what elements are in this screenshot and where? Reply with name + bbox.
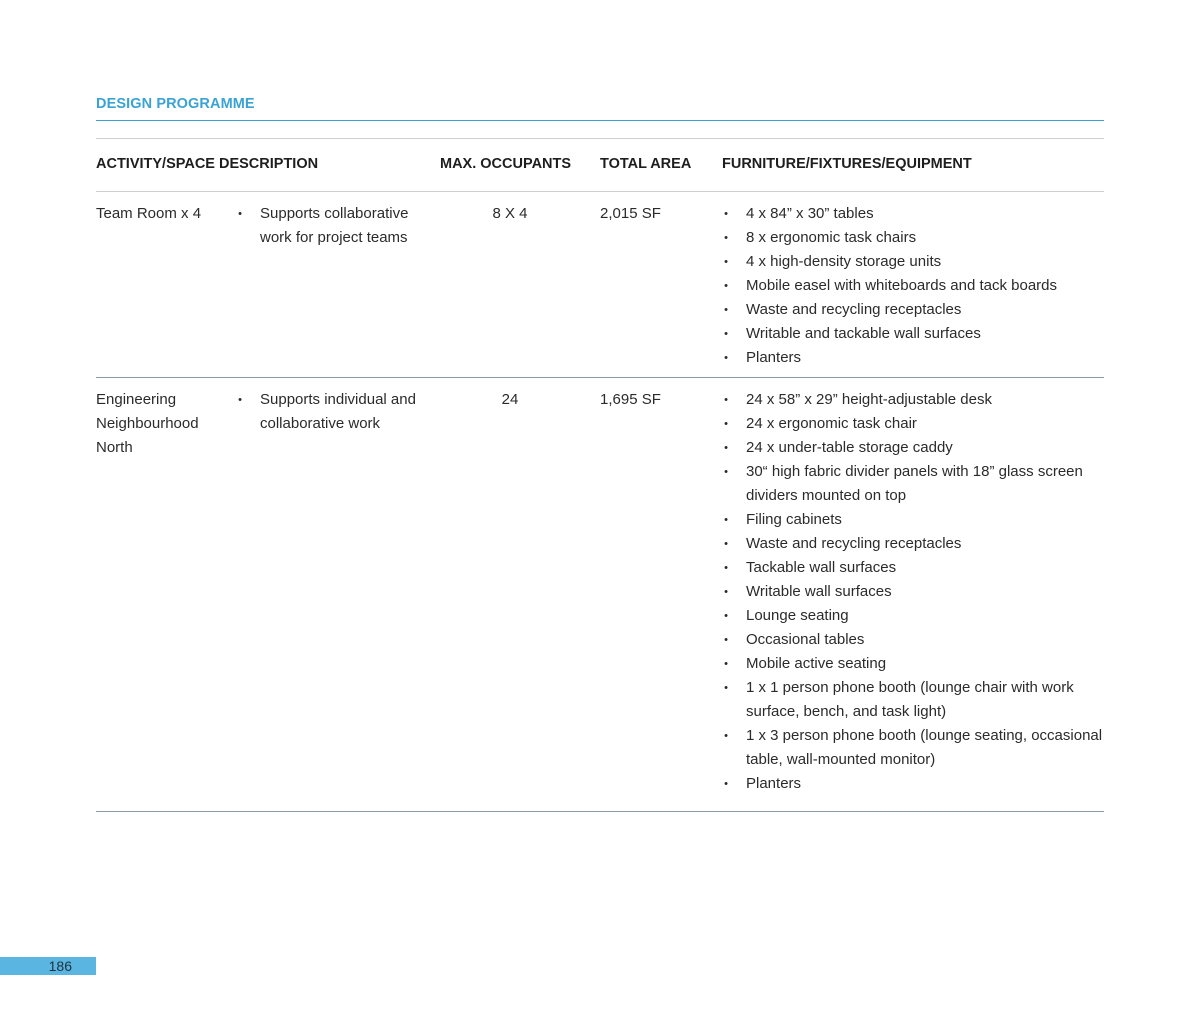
bullet-icon: • — [724, 352, 728, 364]
section-title: DESIGN PROGRAMME — [96, 96, 255, 112]
bullet-icon: • — [724, 280, 728, 292]
furniture-list — [722, 202, 1104, 370]
page-number-tab — [0, 957, 96, 975]
furniture-item: Mobile active seating — [746, 655, 887, 672]
table-row — [96, 192, 1104, 378]
list-item — [722, 436, 1104, 460]
list-item — [722, 556, 1104, 580]
max-occupants: 24 — [501, 391, 519, 408]
furniture-item: Occasional tables — [746, 631, 865, 648]
furniture-item: 1 x 3 person phone booth (lounge seating, occasional table, wall-mounted monitor) — [746, 727, 1103, 768]
furniture-item: Waste and recycling receptacles — [746, 301, 962, 318]
table-header — [96, 139, 1104, 192]
total-area: 1,695 SF — [600, 391, 661, 408]
page-number: 186 — [48, 958, 72, 974]
bullet-icon: • — [724, 562, 728, 574]
furniture-item: Filing cabinets — [746, 511, 842, 528]
list-item — [236, 388, 436, 436]
bullet-icon: • — [724, 328, 728, 340]
space-name: Team Room x 4 — [96, 205, 202, 222]
bullet-icon: • — [724, 442, 728, 454]
bullet-icon: • — [724, 418, 728, 430]
list-item — [722, 412, 1104, 436]
list-item — [722, 202, 1104, 226]
bullet-icon: • — [724, 778, 728, 790]
list-item — [236, 202, 436, 250]
furniture-item: Waste and recycling receptacles — [746, 535, 962, 552]
list-item — [722, 346, 1104, 370]
furniture-item: 24 x ergonomic task chair — [746, 415, 917, 432]
bullet-icon: • — [724, 682, 728, 694]
bullet-icon: • — [724, 730, 728, 742]
space-description — [236, 388, 436, 436]
list-item — [722, 532, 1104, 556]
bullet-icon: • — [724, 466, 728, 478]
furniture-list — [722, 388, 1104, 796]
furniture-item: 24 x under-table storage caddy — [746, 439, 953, 456]
space-name: Engineering Neighbourhood North — [96, 391, 199, 456]
list-item — [722, 298, 1104, 322]
bullet-icon: • — [724, 538, 728, 550]
description-text: Supports individual and collaborative work — [260, 391, 416, 432]
bullet-icon: • — [724, 514, 728, 526]
furniture-item: Mobile easel with whiteboards and tack boards — [746, 277, 1058, 294]
bullet-icon: • — [724, 394, 728, 406]
list-item — [722, 322, 1104, 346]
total-area: 2,015 SF — [600, 205, 661, 222]
furniture-item: Tackable wall surfaces — [746, 559, 897, 576]
list-item — [722, 250, 1104, 274]
bullet-icon: • — [238, 394, 242, 406]
programme-table — [96, 138, 1104, 812]
list-item — [722, 628, 1104, 652]
list-item — [722, 676, 1104, 724]
list-item — [722, 226, 1104, 250]
bullet-icon: • — [724, 634, 728, 646]
bullet-icon: • — [238, 208, 242, 220]
list-item — [722, 652, 1104, 676]
furniture-item: Writable wall surfaces — [746, 583, 892, 600]
description-text: Supports collaborative work for project teams — [260, 205, 409, 246]
furniture-item: Planters — [746, 349, 802, 366]
list-item — [722, 724, 1104, 772]
list-item — [722, 460, 1104, 508]
furniture-item: Lounge seating — [746, 607, 849, 624]
max-occupants: 8 X 4 — [492, 205, 528, 222]
bullet-icon: • — [724, 658, 728, 670]
furniture-item: 8 x ergonomic task chairs — [746, 229, 917, 246]
list-item — [722, 580, 1104, 604]
furniture-item: Writable and tackable wall surfaces — [746, 325, 981, 342]
furniture-item: 1 x 1 person phone booth (lounge chair with work surface, bench, and task light) — [746, 679, 1074, 720]
bullet-icon: • — [724, 610, 728, 622]
header-area: TOTAL AREA — [600, 156, 692, 172]
space-description — [236, 202, 436, 250]
bullet-icon: • — [724, 586, 728, 598]
list-item — [722, 604, 1104, 628]
list-item — [722, 388, 1104, 412]
furniture-item: 4 x 84” x 30” tables — [746, 205, 874, 222]
list-item — [722, 274, 1104, 298]
header-furniture: FURNITURE/FIXTURES/EQUIPMENT — [722, 156, 972, 172]
furniture-item: 4 x high-density storage units — [746, 253, 942, 270]
header-occupants: MAX. OCCUPANTS — [440, 156, 572, 172]
bullet-icon: • — [724, 304, 728, 316]
bullet-icon: • — [724, 256, 728, 268]
furniture-item: 30“ high fabric divider panels with 18” glass screen dividers mounted on top — [746, 463, 1083, 504]
bullet-icon: • — [724, 232, 728, 244]
title-divider — [96, 120, 1104, 121]
furniture-item: 24 x 58” x 29” height-adjustable desk — [746, 391, 992, 408]
list-item — [722, 508, 1104, 532]
bullet-icon: • — [724, 208, 728, 220]
header-activity: ACTIVITY/SPACE DESCRIPTION — [96, 156, 319, 172]
list-item — [722, 772, 1104, 796]
table-row — [96, 378, 1104, 812]
furniture-item: Planters — [746, 775, 802, 792]
